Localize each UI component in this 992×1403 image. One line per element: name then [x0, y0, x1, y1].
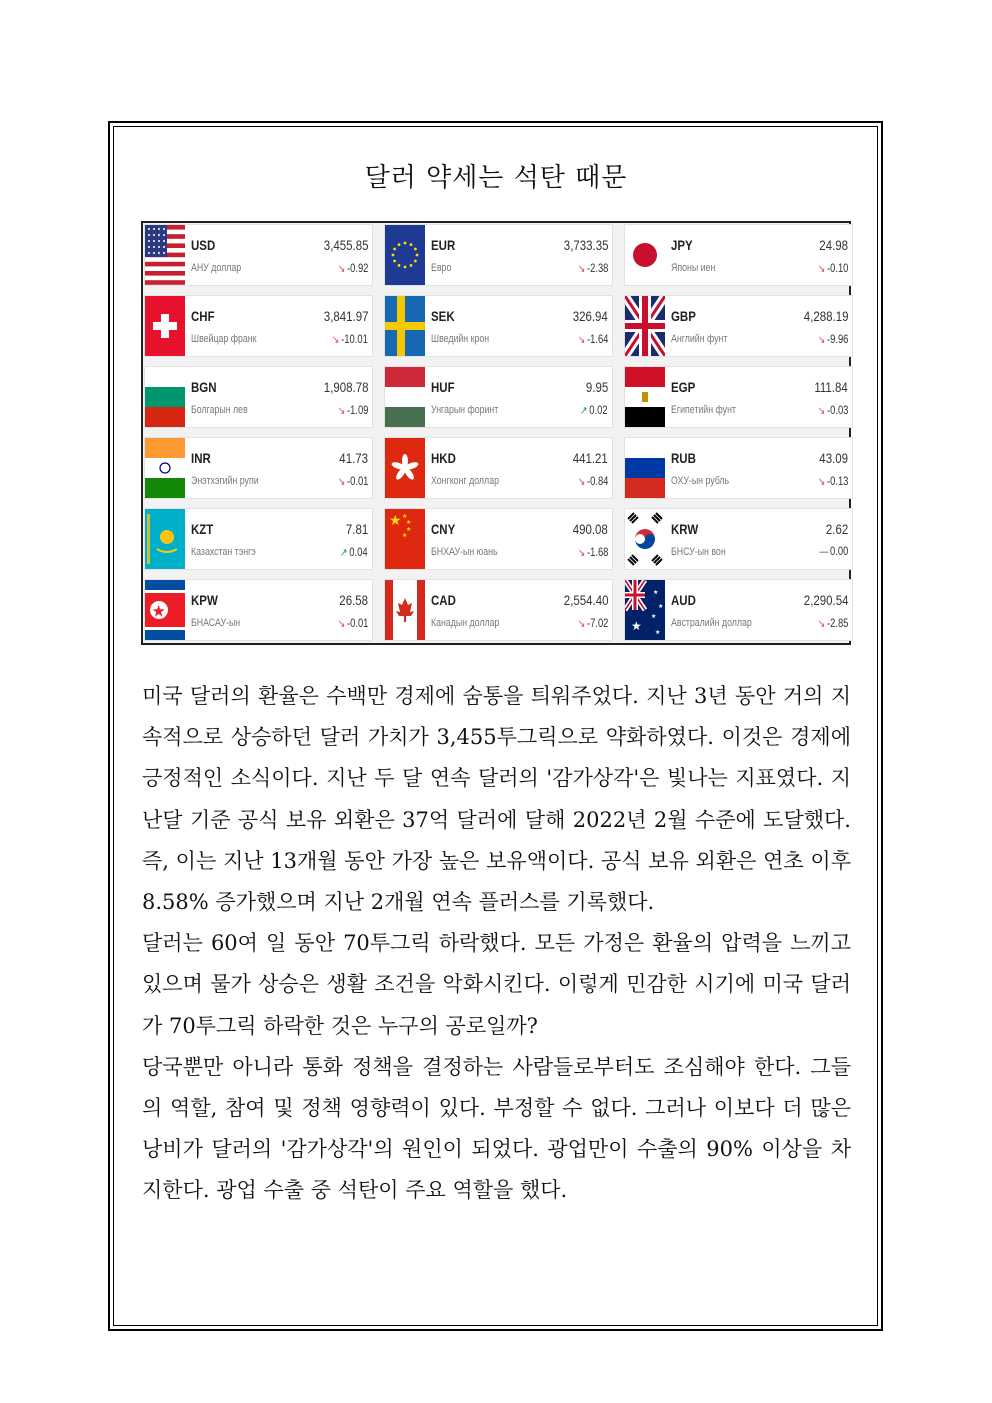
ru-flag-icon [625, 438, 665, 498]
currency-rate: 2,290.54 [803, 592, 848, 608]
svg-text:★: ★ [151, 601, 166, 621]
currency-tile-hkd[interactable] [384, 437, 613, 499]
kr-flag-icon [625, 509, 665, 569]
currency-rate: 2.62 [825, 521, 848, 537]
currency-name: Австралийн доллар [671, 617, 752, 629]
currency-code: SEK [431, 308, 455, 324]
currency-rate: 1,908.78 [323, 379, 368, 395]
currency-code: INR [191, 450, 211, 466]
currency-change [577, 262, 608, 275]
currency-tile-usd[interactable] [144, 224, 373, 286]
kz-flag-icon [145, 509, 185, 569]
currency-change [337, 404, 368, 417]
currency-tile-kpw[interactable] [144, 579, 373, 641]
currency-code: CHF [191, 308, 215, 324]
currency-rate: 4,288.19 [803, 308, 848, 324]
currency-rate: 41.73 [339, 450, 368, 466]
currency-change-value: -10.01 [341, 334, 368, 346]
currency-change [337, 617, 368, 630]
currency-name: Унгарын форинт [431, 404, 499, 416]
trend-down-icon: ↘ [337, 405, 345, 417]
currency-change-value: -2.85 [826, 618, 848, 630]
currency-name: Хонгконг доллар [431, 475, 499, 487]
us-flag-icon [145, 225, 185, 285]
eu-flag-icon [385, 225, 425, 285]
kp-flag-icon [145, 580, 185, 640]
currency-change [817, 475, 848, 488]
svg-text:★: ★ [389, 513, 402, 529]
trend-down-icon: ↘ [577, 547, 585, 559]
trend-down-icon: ↘ [817, 476, 825, 488]
currency-tile-chf[interactable] [144, 295, 373, 357]
currency-rate: 326.94 [572, 308, 608, 324]
currency-name: Египетийн фунт [671, 404, 736, 416]
currency-change-value: 0.02 [589, 405, 608, 417]
currency-change-value: -2.38 [586, 263, 608, 275]
currency-name: БНСУ-ын вон [671, 546, 726, 558]
svg-text:★: ★ [658, 603, 664, 610]
currency-tile-egp[interactable] [624, 366, 853, 428]
currency-tile-aud[interactable] [624, 579, 853, 641]
currency-change-value: 0.00 [829, 546, 848, 558]
trend-down-icon: ↘ [337, 618, 345, 630]
currency-rate: 24.98 [819, 237, 848, 253]
au-flag-icon [625, 580, 665, 640]
currency-rate: 490.08 [572, 521, 608, 537]
paragraph-1: 미국 달러의 환율은 수백만 경제에 숨통을 틔워주었다. 지난 3년 동안 거의 지속적으로 상승하던 달러 가치가 3,455투그릭으로 약화하였다. 이것은 경제에 긍정적인 소식이다. 지난 두 달 연속 달러의 '감가상각'은 빛나는 지표였다. 지난달 기준 공식 보유 외환은 37억 달러에 달해 2022년 2월 수준에 도달했다. 즉, 이는 지난 13개월 동안 가장 높은 보유액이다. 공식 보유 외환은 연초 이후 8.58% 증가했으며 지난 2개월 연속 플러스를 기록했다. [142, 684, 851, 915]
currency-change-value: -0.84 [586, 476, 608, 488]
trend-up-icon: ↗ [580, 405, 588, 417]
currency-name: БНХАУ-ын юань [431, 546, 498, 558]
cn-flag-icon [385, 509, 425, 569]
currency-tile-inr[interactable] [144, 437, 373, 499]
currency-code: CAD [431, 592, 456, 608]
currency-code: RUB [671, 450, 696, 466]
currency-rate: 441.21 [572, 450, 608, 466]
currency-code: JPY [671, 237, 693, 253]
currency-change-value: -0.01 [346, 618, 368, 630]
article-body [142, 676, 851, 1212]
trend-down-icon: ↘ [332, 334, 340, 346]
currency-name: Казахстан тэнгэ [191, 546, 256, 558]
currency-change-value: -1.09 [346, 405, 368, 417]
currency-rate: 3,455.85 [323, 237, 368, 253]
currency-tile-cad[interactable] [384, 579, 613, 641]
currency-name: Канадын доллар [431, 617, 500, 629]
currency-tile-kzt[interactable] [144, 508, 373, 570]
currency-change [332, 333, 368, 346]
svg-text:★: ★ [402, 513, 408, 520]
currency-name: Болгарын лев [191, 404, 248, 416]
currency-tile-gbp[interactable] [624, 295, 853, 357]
hk-flag-icon [385, 438, 425, 498]
ch-flag-icon [145, 296, 185, 356]
currency-code: EGP [671, 379, 696, 395]
currency-code: EUR [431, 237, 456, 253]
currency-code: KRW [671, 521, 699, 537]
currency-change [337, 475, 368, 488]
trend-down-icon: ↘ [817, 334, 825, 346]
currency-change [577, 333, 608, 346]
currency-name: Евро [431, 262, 452, 274]
currency-change [340, 546, 368, 559]
currency-change-value: -0.13 [826, 476, 848, 488]
currency-change-value: -0.10 [826, 263, 848, 275]
currency-change [817, 262, 848, 275]
svg-text:★: ★ [406, 519, 412, 526]
currency-tile-rub[interactable] [624, 437, 853, 499]
trend-down-icon: ↘ [337, 476, 345, 488]
svg-text:★: ★ [406, 526, 412, 533]
currency-tile-krw[interactable] [624, 508, 853, 570]
trend-down-icon: ↘ [577, 618, 585, 630]
gb-flag-icon [625, 296, 665, 356]
currency-code: HKD [431, 450, 456, 466]
currency-name: Английн фунт [671, 333, 728, 345]
currency-change [577, 546, 608, 559]
currency-change-value: -9.96 [826, 334, 848, 346]
trend-down-icon: ↘ [577, 334, 585, 346]
trend-flat-icon: — [818, 546, 828, 558]
currency-change-value: -0.01 [346, 476, 368, 488]
currency-change [817, 333, 848, 346]
se-flag-icon [385, 296, 425, 356]
currency-code: CNY [431, 521, 456, 537]
currency-rate: 3,841.97 [323, 308, 368, 324]
currency-rate: 3,733.35 [563, 237, 608, 253]
trend-down-icon: ↘ [817, 618, 825, 630]
trend-down-icon: ↘ [817, 263, 825, 275]
currency-tile-cny[interactable] [384, 508, 613, 570]
eg-flag-icon [625, 367, 665, 427]
currency-tile-huf[interactable] [384, 366, 613, 428]
currency-rate: 26.58 [339, 592, 368, 608]
currency-change [580, 404, 608, 417]
currency-change [817, 404, 848, 417]
currency-change [819, 546, 848, 558]
trend-down-icon: ↘ [577, 263, 585, 275]
currency-code: BGN [191, 379, 217, 395]
svg-text:★: ★ [402, 532, 408, 539]
currency-change-value: -0.03 [826, 405, 848, 417]
currency-tile-jpy[interactable] [624, 224, 853, 286]
currency-change-value: -1.68 [586, 547, 608, 559]
ca-flag-icon [385, 580, 425, 640]
bg-flag-icon [145, 367, 185, 427]
currency-code: HUF [431, 379, 455, 395]
currency-rate: 43.09 [819, 450, 848, 466]
currency-change [577, 617, 608, 630]
svg-text:★: ★ [651, 613, 657, 620]
jp-flag-icon [625, 225, 665, 285]
currency-name: Шведийн крон [431, 333, 490, 345]
trend-up-icon: ↗ [340, 547, 348, 559]
trend-down-icon: ↘ [577, 476, 585, 488]
currency-change-value: -7.02 [586, 618, 608, 630]
currency-name: Энэтхэгийн рупи [191, 475, 259, 487]
currency-rate: 9.95 [585, 379, 608, 395]
currency-code: AUD [671, 592, 696, 608]
currency-code: USD [191, 237, 216, 253]
hu-flag-icon [385, 367, 425, 427]
currency-rate: 7.81 [345, 521, 368, 537]
article-title: 달러 약세는 석탄 때문 [364, 163, 628, 193]
currency-name: Японы иен [671, 262, 716, 274]
svg-text:★: ★ [653, 589, 659, 596]
trend-down-icon: ↘ [817, 405, 825, 417]
currency-change-value: -1.64 [586, 334, 608, 346]
currency-tile-bgn[interactable] [144, 366, 373, 428]
currency-change [817, 617, 848, 630]
currency-rate: 2,554.40 [563, 592, 608, 608]
paragraph-2: 달러는 60여 일 동안 70투그릭 하락했다. 모든 가정은 환율의 압력을 느끼고 있으며 물가 상승은 생활 조건을 악화시킨다. 이렇게 민감한 시기에 미국 달러가 70투그릭 하락한 것은 누구의 공로일까? [142, 931, 851, 1038]
currency-change [337, 262, 368, 275]
svg-text:★: ★ [631, 619, 642, 633]
svg-text:★: ★ [655, 629, 661, 636]
in-flag-icon [145, 438, 185, 498]
currency-code: GBP [671, 308, 696, 324]
currency-name: АНУ доллар [191, 262, 242, 274]
currency-rate: 111.84 [814, 379, 848, 395]
currency-tile-eur[interactable] [384, 224, 613, 286]
paragraph-3: 당국뿐만 아니라 통화 정책을 결정하는 사람들로부터도 조심해야 한다. 그들의 역할, 참여 및 정책 영향력이 있다. 부정할 수 없다. 그러나 이보다 더 많은 낭비가 달러의 '감가상각'의 원인이 되었다. 광업만이 수출의 90% 이상을 차지한다. 광업 수출 중 석탄이 주요 역할을 했다. [142, 1054, 851, 1203]
trend-down-icon: ↘ [337, 263, 345, 275]
currency-name: Швейцар франк [191, 333, 257, 345]
currency-code: KZT [191, 521, 214, 537]
currency-code: KPW [191, 592, 218, 608]
currency-name: ОХУ-ын рубль [671, 475, 730, 487]
currency-change [577, 475, 608, 488]
currency-tile-sek[interactable] [384, 295, 613, 357]
exchange-rate-board [141, 221, 851, 645]
currency-name: БНАСАУ-ын [191, 617, 241, 629]
currency-change-value: 0.04 [349, 547, 368, 559]
currency-change-value: -0.92 [346, 263, 368, 275]
